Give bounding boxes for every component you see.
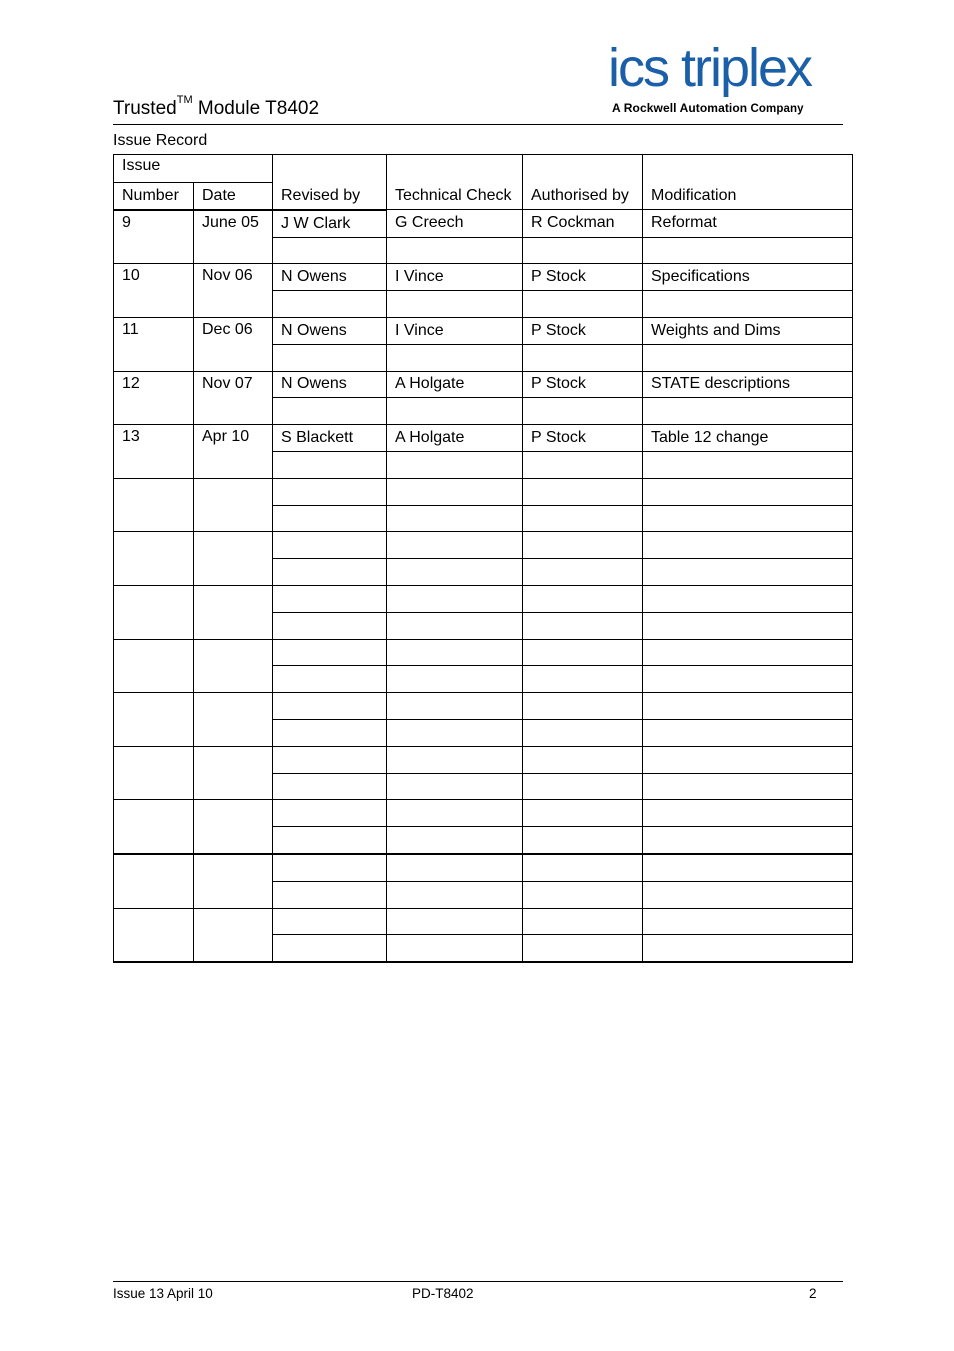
cell-modification-blank [643,666,853,693]
cell-revised-by-blank [273,881,387,908]
cell-technical-check: A Holgate [387,425,523,452]
cell-revised-by-blank [273,344,387,371]
cell-date [194,908,273,962]
cell-number [114,693,194,747]
cell-authorised-by: P Stock [523,317,643,344]
cell-date [194,800,273,854]
cell-date: Nov 07 [194,371,273,425]
cell-authorised-by-blank [523,719,643,746]
cell-revised-by: N Owens [273,371,387,398]
cell-technical-check-blank [387,827,523,854]
cell-revised-by-blank [273,559,387,586]
header-divider [113,124,843,125]
cell-technical-check-blank [387,291,523,318]
cell-technical-check-blank [387,881,523,908]
cell-modification: Table 12 change [643,425,853,452]
cell-modification [643,585,853,612]
cell-technical-check-blank [387,344,523,371]
cell-modification: STATE descriptions [643,371,853,398]
header-date: Date [194,183,273,210]
cell-authorised-by-blank [523,935,643,962]
cell-revised-by-blank [273,505,387,532]
footer-divider [113,1281,843,1282]
cell-date [194,532,273,586]
header-modification: Modification [643,155,853,210]
cell-authorised-by-blank [523,881,643,908]
cell-revised-by [273,693,387,720]
title-prefix: Trusted [113,98,177,119]
cell-date: June 05 [194,210,273,264]
cell-date: Nov 06 [194,264,273,318]
cell-modification [643,800,853,827]
cell-number: 11 [114,317,194,371]
cell-technical-check [387,639,523,666]
cell-technical-check-blank [387,773,523,800]
logo-sub-company: Company [747,103,804,115]
cell-modification-blank [643,505,853,532]
footer-doc-id: PD-T8402 [412,1286,474,1301]
logo-subtitle [612,101,804,116]
cell-date [194,854,273,908]
cell-revised-by [273,908,387,935]
cell-modification-blank [643,559,853,586]
cell-authorised-by-blank [523,773,643,800]
cell-modification [643,854,853,881]
cell-revised-by-blank [273,398,387,425]
cell-revised-by [273,585,387,612]
cell-revised-by: S Blackett [273,425,387,452]
cell-number: 10 [114,264,194,318]
cell-revised-by [273,746,387,773]
cell-number [114,746,194,800]
cell-number [114,800,194,854]
cell-modification-blank [643,344,853,371]
cell-authorised-by [523,585,643,612]
cell-number: 12 [114,371,194,425]
title-suffix: Module T8402 [192,98,320,119]
header-number: Number [114,183,194,210]
cell-authorised-by [523,854,643,881]
cell-technical-check [387,478,523,505]
cell-modification [643,639,853,666]
cell-revised-by [273,478,387,505]
header-authorised-by: Authorised by [523,155,643,210]
cell-authorised-by-blank [523,451,643,478]
cell-date [194,693,273,747]
cell-modification-blank [643,773,853,800]
cell-authorised-by [523,746,643,773]
cell-technical-check: A Holgate [387,371,523,398]
logo-wordmark [608,40,848,102]
table-row [114,800,853,827]
header-technical-check: Technical Check [387,155,523,210]
table-row [114,317,853,344]
cell-modification-blank [643,451,853,478]
cell-technical-check-blank [387,505,523,532]
logo-sub-rockwell: Rockwell Automation [623,101,748,115]
cell-authorised-by [523,693,643,720]
cell-technical-check: I Vince [387,264,523,291]
cell-modification-blank [643,881,853,908]
cell-revised-by-blank [273,935,387,962]
cell-authorised-by-blank [523,612,643,639]
cell-authorised-by: P Stock [523,264,643,291]
table-row [114,532,853,559]
cell-modification-blank [643,719,853,746]
cell-authorised-by: P Stock [523,425,643,452]
cell-authorised-by-blank [523,398,643,425]
cell-date [194,478,273,532]
cell-technical-check-blank [387,612,523,639]
cell-authorised-by [523,478,643,505]
cell-number [114,854,194,908]
cell-technical-check [387,800,523,827]
cell-revised-by [273,532,387,559]
cell-authorised-by: P Stock [523,371,643,398]
cell-technical-check-blank [387,719,523,746]
cell-modification-blank [643,291,853,318]
cell-technical-check-blank [387,451,523,478]
cell-revised-by [273,639,387,666]
cell-authorised-by: R Cockman [523,210,643,237]
header-revised-spacer [273,155,387,183]
cell-technical-check-blank [387,935,523,962]
table-header-row-1 [114,155,853,183]
cell-authorised-by [523,639,643,666]
cell-authorised-by-blank [523,237,643,264]
cell-date [194,639,273,693]
cell-technical-check [387,693,523,720]
cell-modification-blank [643,237,853,264]
table-row [114,639,853,666]
cell-date [194,746,273,800]
table-row [114,908,853,935]
cell-number: 9 [114,210,194,264]
cell-revised-by: J W Clark [273,210,387,237]
cell-technical-check-blank [387,237,523,264]
table-row [114,264,853,291]
header-revised-by: Revised by [273,183,387,210]
table-row [114,693,853,720]
cell-technical-check [387,908,523,935]
cell-revised-by-blank [273,291,387,318]
cell-number [114,908,194,962]
issue-record-table [113,154,853,963]
cell-number [114,532,194,586]
cell-modification: Specifications [643,264,853,291]
cell-authorised-by [523,532,643,559]
cell-authorised-by [523,908,643,935]
cell-date: Dec 06 [194,317,273,371]
cell-technical-check-blank [387,559,523,586]
cell-revised-by: N Owens [273,317,387,344]
table-row [114,210,853,237]
cell-modification [643,693,853,720]
cell-technical-check-blank [387,398,523,425]
cell-technical-check: I Vince [387,317,523,344]
logo-sub-a: A [612,101,624,115]
header-issue: Issue [114,155,273,183]
cell-modification: Weights and Dims [643,317,853,344]
cell-authorised-by-blank [523,344,643,371]
cell-modification [643,532,853,559]
cell-technical-check [387,854,523,881]
cell-modification-blank [643,827,853,854]
cell-revised-by-blank [273,827,387,854]
cell-modification [643,908,853,935]
cell-number [114,478,194,532]
page-title [113,96,319,122]
cell-modification [643,478,853,505]
trademark-sup: TM [176,94,193,106]
table-row [114,585,853,612]
cell-modification: Reformat [643,210,853,237]
cell-authorised-by-blank [523,291,643,318]
cell-authorised-by-blank [523,666,643,693]
cell-number [114,585,194,639]
table-row [114,854,853,881]
cell-revised-by [273,854,387,881]
table-row [114,478,853,505]
cell-revised-by-blank [273,666,387,693]
cell-modification [643,746,853,773]
cell-revised-by-blank [273,237,387,264]
cell-number: 13 [114,425,194,479]
ics-triplex-logo [608,40,848,120]
cell-date [194,585,273,639]
footer-issue: Issue 13 April 10 [113,1286,213,1301]
section-label: Issue Record [113,132,208,149]
cell-date: Apr 10 [194,425,273,479]
cell-technical-check [387,585,523,612]
cell-authorised-by-blank [523,505,643,532]
cell-modification-blank [643,398,853,425]
cell-revised-by: N Owens [273,264,387,291]
footer-page-number: 2 [809,1286,817,1301]
cell-modification-blank [643,935,853,962]
cell-technical-check [387,532,523,559]
cell-technical-check [387,746,523,773]
cell-authorised-by-blank [523,827,643,854]
cell-technical-check: G Creech [387,210,523,237]
cell-revised-by-blank [273,451,387,478]
logo-wordmark-text: ics triplex [608,38,812,98]
cell-technical-check-blank [387,666,523,693]
cell-revised-by-blank [273,719,387,746]
cell-revised-by-blank [273,773,387,800]
cell-authorised-by-blank [523,559,643,586]
table-row [114,425,853,452]
table-row [114,371,853,398]
cell-number [114,639,194,693]
table-row [114,746,853,773]
cell-authorised-by [523,800,643,827]
cell-modification-blank [643,612,853,639]
cell-revised-by-blank [273,612,387,639]
cell-revised-by [273,800,387,827]
